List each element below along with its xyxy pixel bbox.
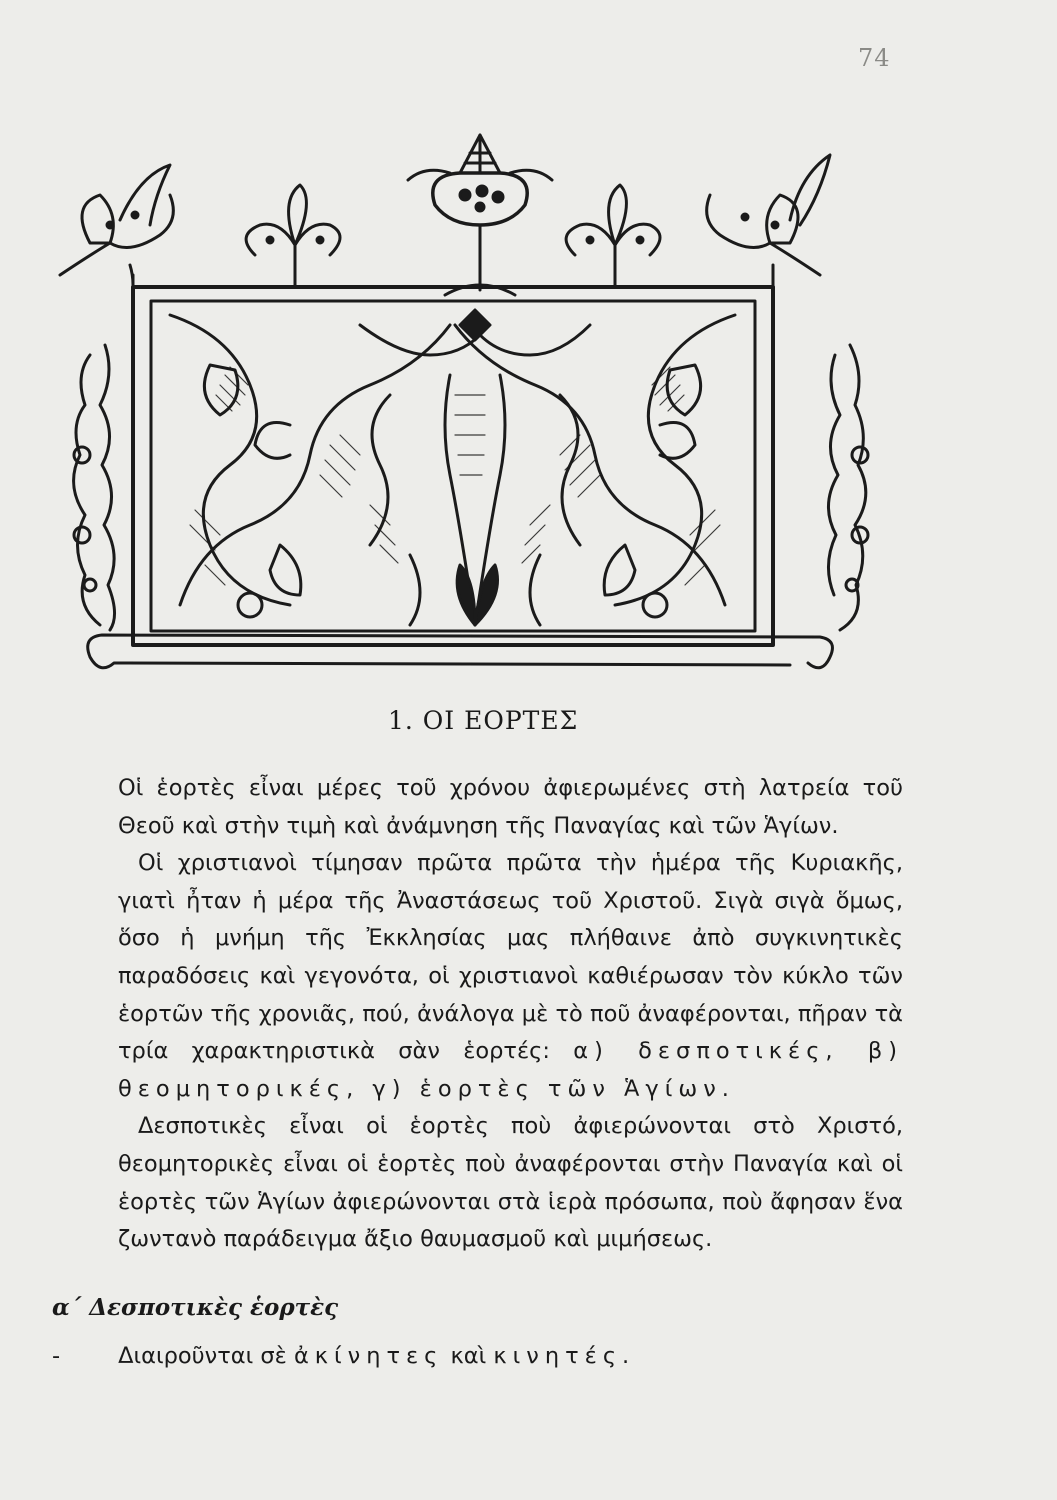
left-fleur <box>60 165 173 285</box>
ornamental-headpiece <box>30 125 910 680</box>
paragraph-text: Οἱ χριστιανοὶ τίμησαν πρῶτα πρῶτα τὴν ἡμέρα τῆς Κυριακῆς, γιατὶ ἦταν ἡ μέρα τῆς Ἀναστάσεως τοῦ Χριστοῦ. Σιγὰ σιγὰ ὅμως, ὅσο ἡ μνήμη τῆς Ἐκκλησίας μας πλήθαινε ἀπὸ συγκινητικὲς παραδόσεις καὶ γεγονότα, οἱ χριστιανοὶ καθιέρωσαν τὸν κύκλο τῶν ἑορτῶν τῆς χρονιᾶς, πού, ἀνάλογα μὲ τὸ ποῦ ἀναφέρονται, πῆραν τὰ τρία χαρακτηριστικὰ σὰν ἑορτές: <box>118 850 903 1065</box>
central-leaf <box>457 565 497 625</box>
section-title: 1. ΟΙ ΕΟΡΤΕΣ <box>388 706 579 735</box>
paragraph <box>118 770 903 845</box>
right-side-column <box>828 345 868 630</box>
spaced-list: α) δεσποτικές, β) θεομητορικές, γ) ἑορτὲς τῶν Ἁγίων. <box>118 1038 904 1102</box>
spaced-word: κινητές. <box>493 1343 636 1369</box>
last-line-text: Διαιροῦνται σὲ <box>118 1343 287 1369</box>
dash-mark: - <box>52 1343 61 1369</box>
paragraph-text: Οἱ ἑορτὲς εἶναι μέρες τοῦ χρόνου ἀφιερωμένες στὴ λατρεία τοῦ Θεοῦ καὶ στὴν τιμὴ καὶ ἀνάμνηση τῆς Παναγίας καὶ τῶν Ἁγίων. <box>118 775 903 839</box>
spaced-word: ἀκίνητες <box>293 1343 444 1369</box>
subheading: α΄ Δεσποτικὲς ἑορτὲς <box>52 1294 339 1321</box>
hatching <box>190 367 720 585</box>
page-number: 74 <box>858 44 891 72</box>
right-fleur <box>707 155 830 285</box>
paragraph <box>118 1108 903 1258</box>
left-small-fleur <box>246 185 340 285</box>
right-small-fleur <box>566 185 660 285</box>
last-line <box>52 1343 635 1369</box>
paragraph <box>118 845 903 1108</box>
crown-finial <box>408 135 552 295</box>
left-side-column <box>74 345 115 630</box>
bottom-scroll <box>88 635 833 668</box>
paragraph-text: Δεσποτικὲς εἶναι οἱ ἑορτὲς ποὺ ἀφιερώνονται στὸ Χριστό, θεομητορικὲς εἶναι οἱ ἑορτὲς ποὺ ἀναφέρονται στὴν Παναγία καὶ οἱ ἑορτὲς τῶν Ἁγίων ἀφιερώνονται στὰ ἱερὰ πρόσωπα, ποὺ ἄφησαν ἕνα ζωντανὸ παράδειγμα ἄξιο θαυμασμοῦ καὶ μιμήσεως. <box>118 1113 903 1253</box>
arabesque-interior <box>170 315 735 625</box>
conjunction: καὶ <box>450 1343 487 1369</box>
body-text <box>118 770 903 1259</box>
